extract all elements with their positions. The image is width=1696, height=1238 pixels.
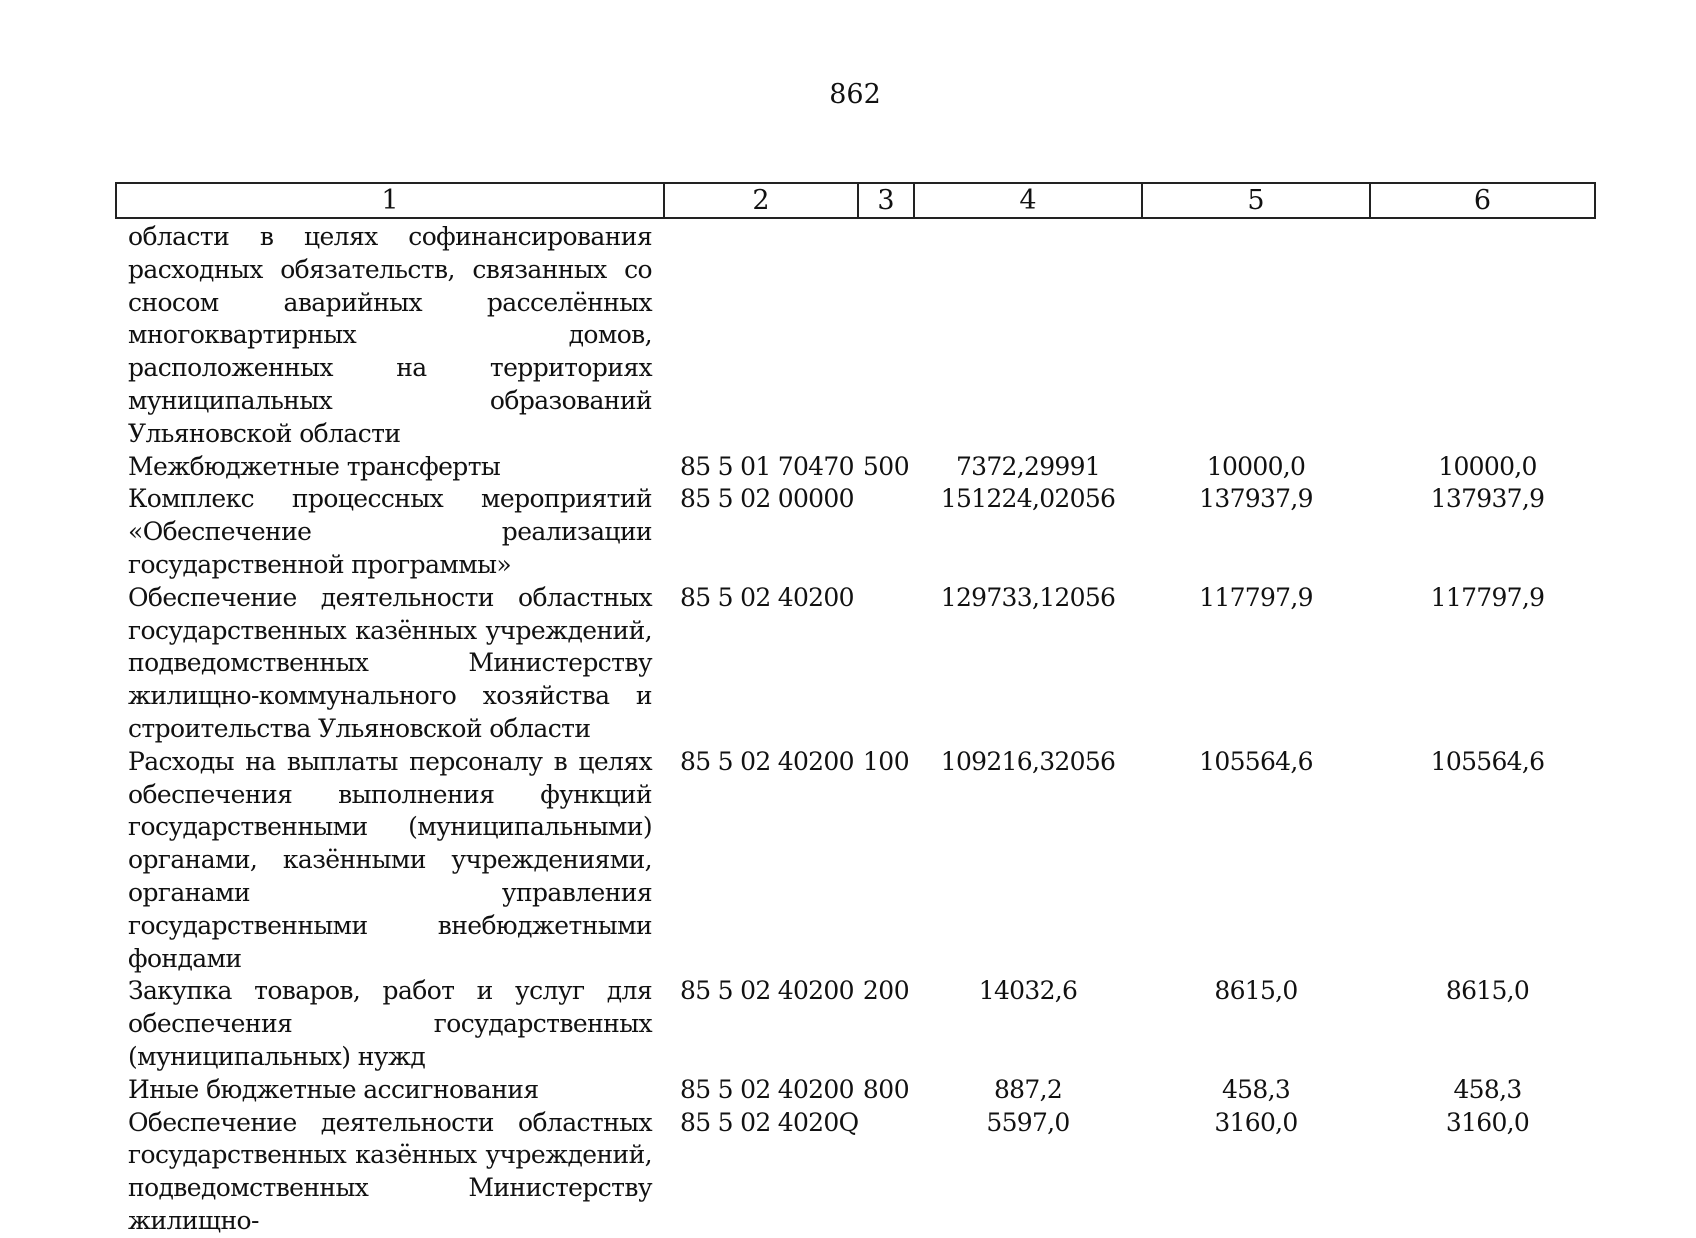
row-value-4	[914, 218, 1142, 451]
row-value-5	[1142, 218, 1370, 451]
column-header-2: 2	[664, 183, 858, 218]
row-value-4: 14032,6	[978, 976, 1078, 1006]
column-header-4: 4	[914, 183, 1142, 218]
row-code: 85 5 02 40200	[680, 582, 854, 612]
row-code: 85 5 02 4020Q	[680, 1107, 859, 1137]
row-type: 800	[862, 1074, 910, 1104]
table-header-row	[116, 183, 1595, 218]
row-value-5: 458,3	[1221, 1074, 1291, 1104]
column-header-1: 1	[116, 183, 664, 218]
row-value-6: 137937,9	[1430, 484, 1545, 514]
row-value-5: 3160,0	[1214, 1107, 1298, 1137]
row-value-5: 8615,0	[1214, 976, 1298, 1006]
row-name: Закупка товаров, работ и услуг для обеспечения государственных (муниципальных) нужд	[128, 976, 652, 1071]
row-type	[858, 218, 914, 451]
row-type: 100	[862, 746, 910, 776]
row-value-6: 8615,0	[1445, 976, 1530, 1006]
table-row	[116, 483, 1595, 581]
column-header-5: 5	[1142, 183, 1370, 218]
row-value-6: 458,3	[1453, 1074, 1522, 1104]
row-value-6	[1370, 218, 1595, 451]
row-value-5: 10000,0	[1206, 451, 1306, 481]
table-row	[116, 1107, 1595, 1238]
row-code: 85 5 02 40200	[680, 1074, 854, 1104]
row-code: 85 5 01 70470	[680, 451, 854, 481]
row-code: 85 5 02 40200	[680, 976, 854, 1006]
row-type	[858, 582, 914, 746]
row-value-4: 887,2	[993, 1074, 1063, 1104]
row-value-6: 105564,6	[1430, 746, 1545, 776]
row-code	[664, 218, 858, 451]
row-value-6: 117797,9	[1430, 582, 1545, 612]
row-value-6: 10000,0	[1438, 451, 1537, 481]
row-type: 500	[862, 451, 910, 481]
row-value-4: 109216,32056	[940, 746, 1116, 776]
row-name: Расходы на выплаты персоналу в целях обеспечения выполнения функций государственными (муниципальными) органами, казёнными учреждениями, органами управления государственными внебюджетными фондами	[128, 746, 652, 973]
row-value-4: 5597,0	[986, 1107, 1070, 1137]
row-type	[858, 483, 914, 581]
row-type: 200	[862, 976, 910, 1006]
table-row	[116, 746, 1595, 976]
row-name: Обеспечение деятельности областных государственных казённых учреждений, подведомственных Министерству жилищно-	[128, 1107, 652, 1235]
table-row	[116, 975, 1595, 1073]
row-value-6: 3160,0	[1445, 1107, 1530, 1137]
table-row	[116, 218, 1595, 451]
table-row	[116, 451, 1595, 484]
budget-table	[115, 182, 1596, 1238]
table-row	[116, 1074, 1595, 1107]
row-code: 85 5 02 00000	[680, 484, 854, 514]
row-value-5: 137937,9	[1199, 484, 1313, 514]
column-header-6: 6	[1370, 183, 1595, 218]
page-number: 862	[829, 79, 881, 110]
row-value-4: 129733,12056	[940, 582, 1116, 612]
row-value-4: 7372,29991	[955, 451, 1101, 481]
row-type	[858, 1107, 914, 1238]
row-name: Обеспечение деятельности областных государственных казённых учреждений, подведомственных Министерству жилищно-коммунального хозяйства и строительства Ульяновской области	[128, 582, 652, 743]
column-header-3: 3	[858, 183, 914, 218]
row-name: Комплекс процессных мероприятий «Обеспечение реализации государственной программы»	[128, 484, 652, 579]
row-name: Иные бюджетные ассигнования	[128, 1074, 539, 1104]
row-value-4: 151224,02056	[940, 484, 1116, 514]
row-name: Межбюджетные трансферты	[128, 451, 501, 481]
row-name: области в целях софинансирования расходных обязательств, связанных со сносом аварийных расселённых многоквартирных домов, расположенных на территориях муниципальных образований Ульяновской области	[128, 222, 652, 448]
row-code: 85 5 02 40200	[680, 746, 854, 776]
row-value-5: 105564,6	[1199, 746, 1313, 776]
row-value-5: 117797,9	[1199, 582, 1313, 612]
table-row	[116, 582, 1595, 746]
